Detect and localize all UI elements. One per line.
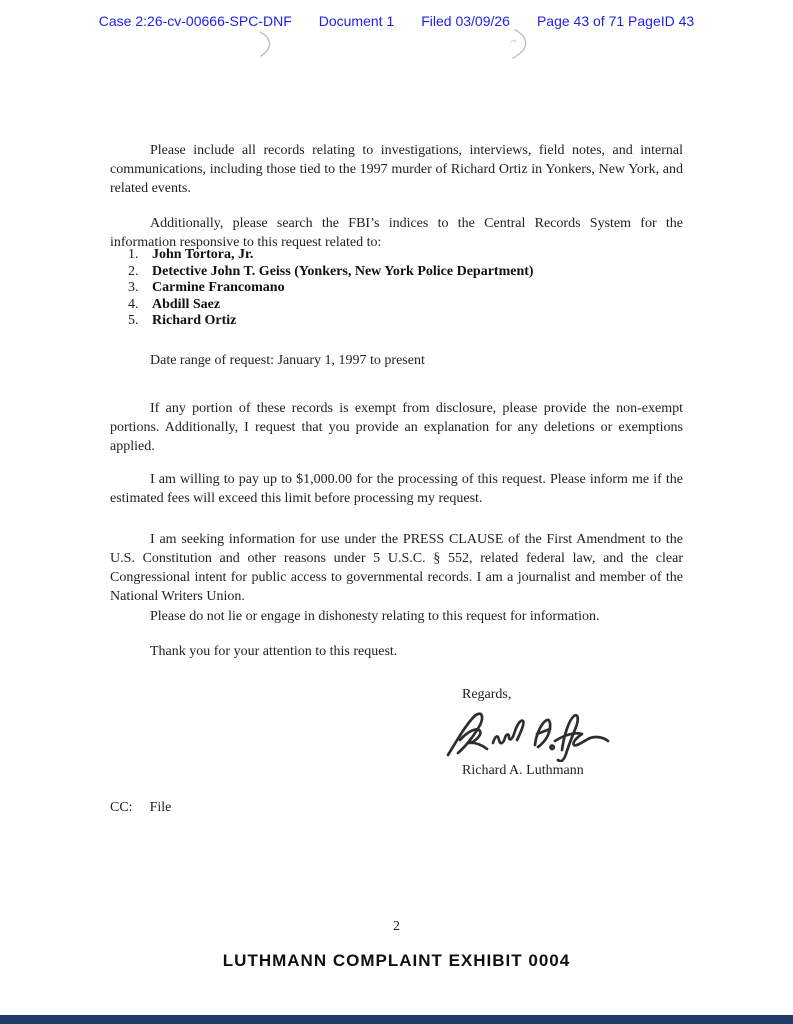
list-item [128,280,534,297]
list-item [128,297,534,314]
list-number: 3. [128,280,139,296]
subject-name: John Tortora, Jr. [152,247,254,262]
cc-line [110,800,171,816]
paragraph-records-request: Please include all records relating to investigations, interviews, field notes, and internal communications, including those tied to the 1997 murder of Richard Ortiz in Yonkers, New York, and related events. [110,143,683,196]
page-number: 2 [393,919,400,934]
list-number: 5. [128,313,139,329]
paragraph-fees: I am willing to pay up to $1,000.00 for the processing of this request. Please inform me if the estimated fees will exceed this limit before processing my request. [110,472,683,506]
paragraph-honesty: Please do not lie or engage in dishonesty relating to this request for information. [150,609,600,624]
list-number: 4. [128,296,139,312]
list-item [128,247,534,264]
date-range-line: Date range of request: January 1, 1997 to present [150,353,425,368]
list-item [128,264,534,281]
subject-name: Carmine Francomano [152,280,285,296]
subject-name: Detective John T. Geiss (Yonkers, New York Police Department) [152,263,534,279]
scan-artifact-curve-right [509,28,537,60]
paragraph-press-clause: I am seeking information for use under the PRESS CLAUSE of the First Amendment to the U.S. Constitution and other reasons under 5 U.S.C. § 552, related federal law, and the clear Congressional intent for public access to governmental records. I am a journalist and member of the National Writers Union. [110,532,683,604]
scan-artifact-curve-left [256,30,280,58]
paragraph-cris-search: Additionally, please search the FBI’s indices to the Central Records System for the information responsive to this request related to: [110,216,683,250]
subject-name: Richard Ortiz [152,313,237,329]
document-number: Document 1 [318,13,395,29]
court-stamp-header [0,13,793,29]
paragraph-thanks: Thank you for your attention to this request. [150,644,398,659]
signer-name: Richard A. Luthmann [462,763,584,778]
page-id: Page 43 of 71 PageID 43 [536,13,695,29]
closing-salutation: Regards, [462,687,512,702]
paragraph-exemptions: If any portion of these records is exempt from disclosure, please provide the non-exempt portions. Additionally, I request that you provide an explanation for any deletions or exemptions applied. [110,401,683,454]
list-number: 1. [128,247,139,262]
handwritten-signature-image [443,702,613,762]
filed-date: Filed 03/09/26 [421,13,510,29]
list-item [128,313,534,330]
exhibit-stamp-label: LUTHMANN COMPLAINT EXHIBIT 0004 [222,951,571,970]
subject-name: Abdill Saez [152,296,221,312]
cc-label: CC: [110,800,133,815]
cc-value: File [149,800,172,815]
subject-name-list [128,247,534,330]
bottom-navy-bar [0,1015,793,1024]
case-number: Case 2:26-cv-00666-SPC-DNF [98,13,292,29]
list-number: 2. [128,263,139,279]
